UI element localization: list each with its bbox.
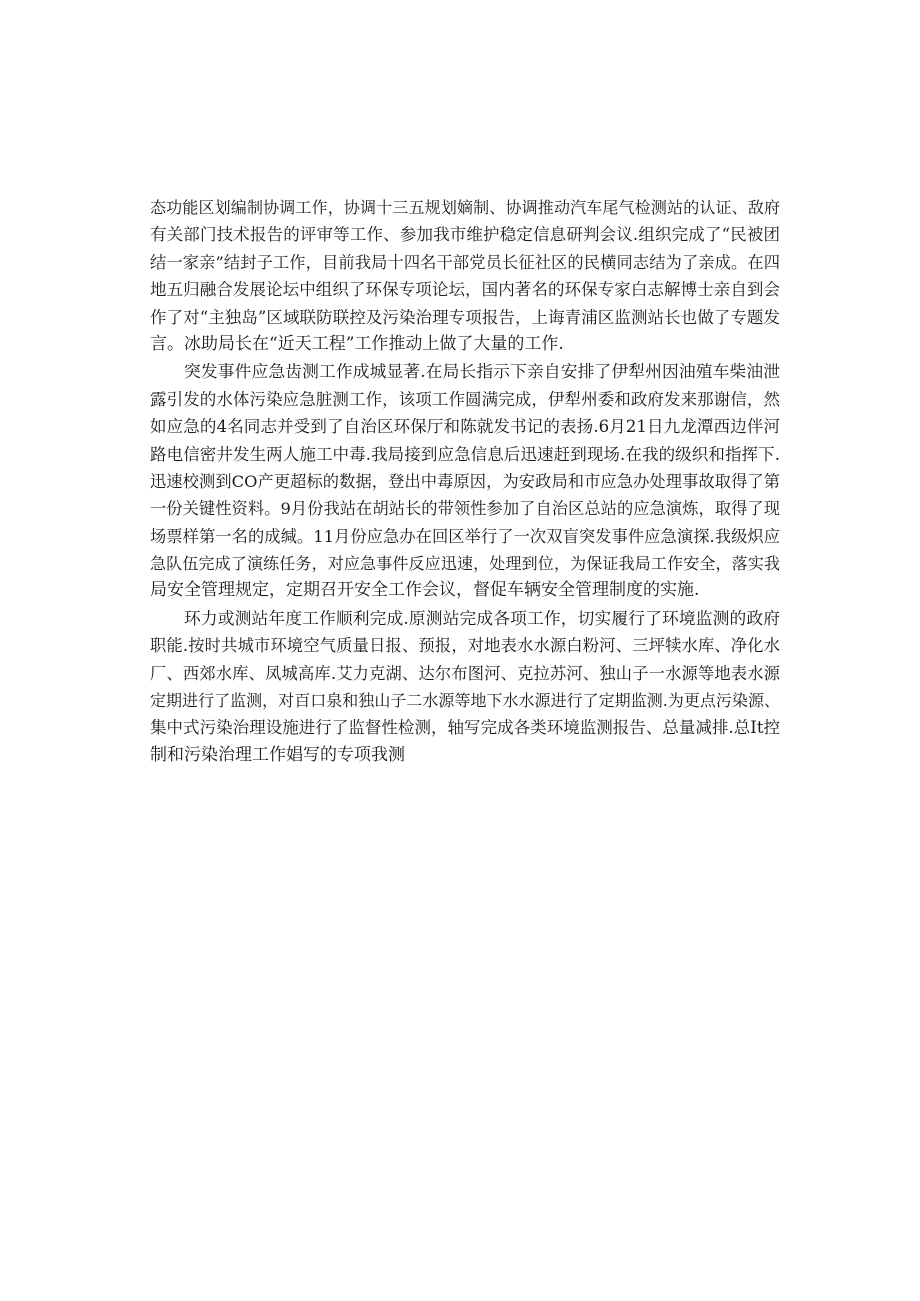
text-line: 态功能区划编制协调工作，协调十三五规划嫡制、协调推动汽车尾气检测站的认证、敌府 [150, 198, 780, 217]
paragraph-annual-monitoring [150, 605, 780, 769]
paragraph-emergency-monitoring [150, 358, 780, 605]
text-line: 急队伍完成了演练任务，对应急事件反应迅速，处理到位，为保证我局工作安全，落实我 [150, 554, 780, 574]
text-line: 制和污染治理工作娼写的专项我测 [150, 744, 405, 765]
text-line: 地五归融合发展论坛中组织了环保专项论坛，国内著名的环保专家白志解博士亲自到会 [150, 280, 780, 300]
text-line: 如应急的4名同志并受到了自治区环保厅和陈就发书记的表扬.6月21日九龙潭西边伴河 [150, 417, 780, 437]
text-line: 有关部门技术报告的评审等工作、参加我市维护稳定信息研判会议.组织完成了“民被团 [150, 225, 780, 245]
text-line: 作了对“主独岛”区域联防联控及污染治理专项报告，上诲青浦区监测站长也做了专题发 [150, 307, 780, 327]
text-line: 场票样第一名的成缄。11月份应急办在回区举行了一次双盲突发事件应急演探.我级炽应 [150, 526, 780, 546]
paragraph-coordination [150, 194, 780, 358]
text-line: 局安全管理规定，定期召开安全工作会议，督促车辆安全管理制度的实施. [150, 580, 700, 601]
text-line: 迅速校测到CO产更超标的数据，登出中毒原因，为安政局和市应急办处理事故取得了第 [150, 471, 780, 491]
text-line: 厂、西郊水库、凤城高库.艾力克湖、达尔布图河、克拉苏河、独山子一水源等地表水源 [150, 663, 780, 683]
text-line: 突发事件应急齿测工作成城显著.在局长指示下亲自安排了伊犁州因油殖车柴油泄 [184, 361, 780, 382]
text-line: 言。冰助局长在“近天工程”工作推动上做了大量的工作. [150, 333, 564, 354]
text-line: 结一家亲”结封子工作，目前我局十四名干部党员长征社区的民横同志结为了亲成。在四 [150, 252, 780, 272]
text-line: 职能.按时共城市环境空气质量日报、预报，对地表水水源白粉河、三坪犊水库、净化水 [150, 636, 780, 656]
document-body [150, 194, 780, 769]
text-line: 露引发的水体污染应急脏测工作，该项工作圆满完成，伊犁州委和政府发来那谢信，然 [150, 389, 780, 409]
text-line: 路电信密井发生两人施工中毒.我局接到应急信息后迅速赶到现场.在我的级织和指挥下. [150, 444, 780, 464]
text-line: 一份关键性资料。9月份我站在胡站长的带领性参加了自治区总站的应急演炼，取得了现 [150, 499, 780, 519]
text-line: 环力或测站年度工作顺利完成.原测站完成各项工作，切实履行了环境监测的政府 [184, 607, 780, 628]
text-line: 集中式污染治理设施进行了监督性检测，轴写完成各类环境监测报告、总量减排.总It控 [150, 718, 780, 738]
text-line: 定期进行了监测，对百口泉和独山子二水源等地下水水源进行了定期监测.为更点污染源、 [150, 691, 780, 711]
